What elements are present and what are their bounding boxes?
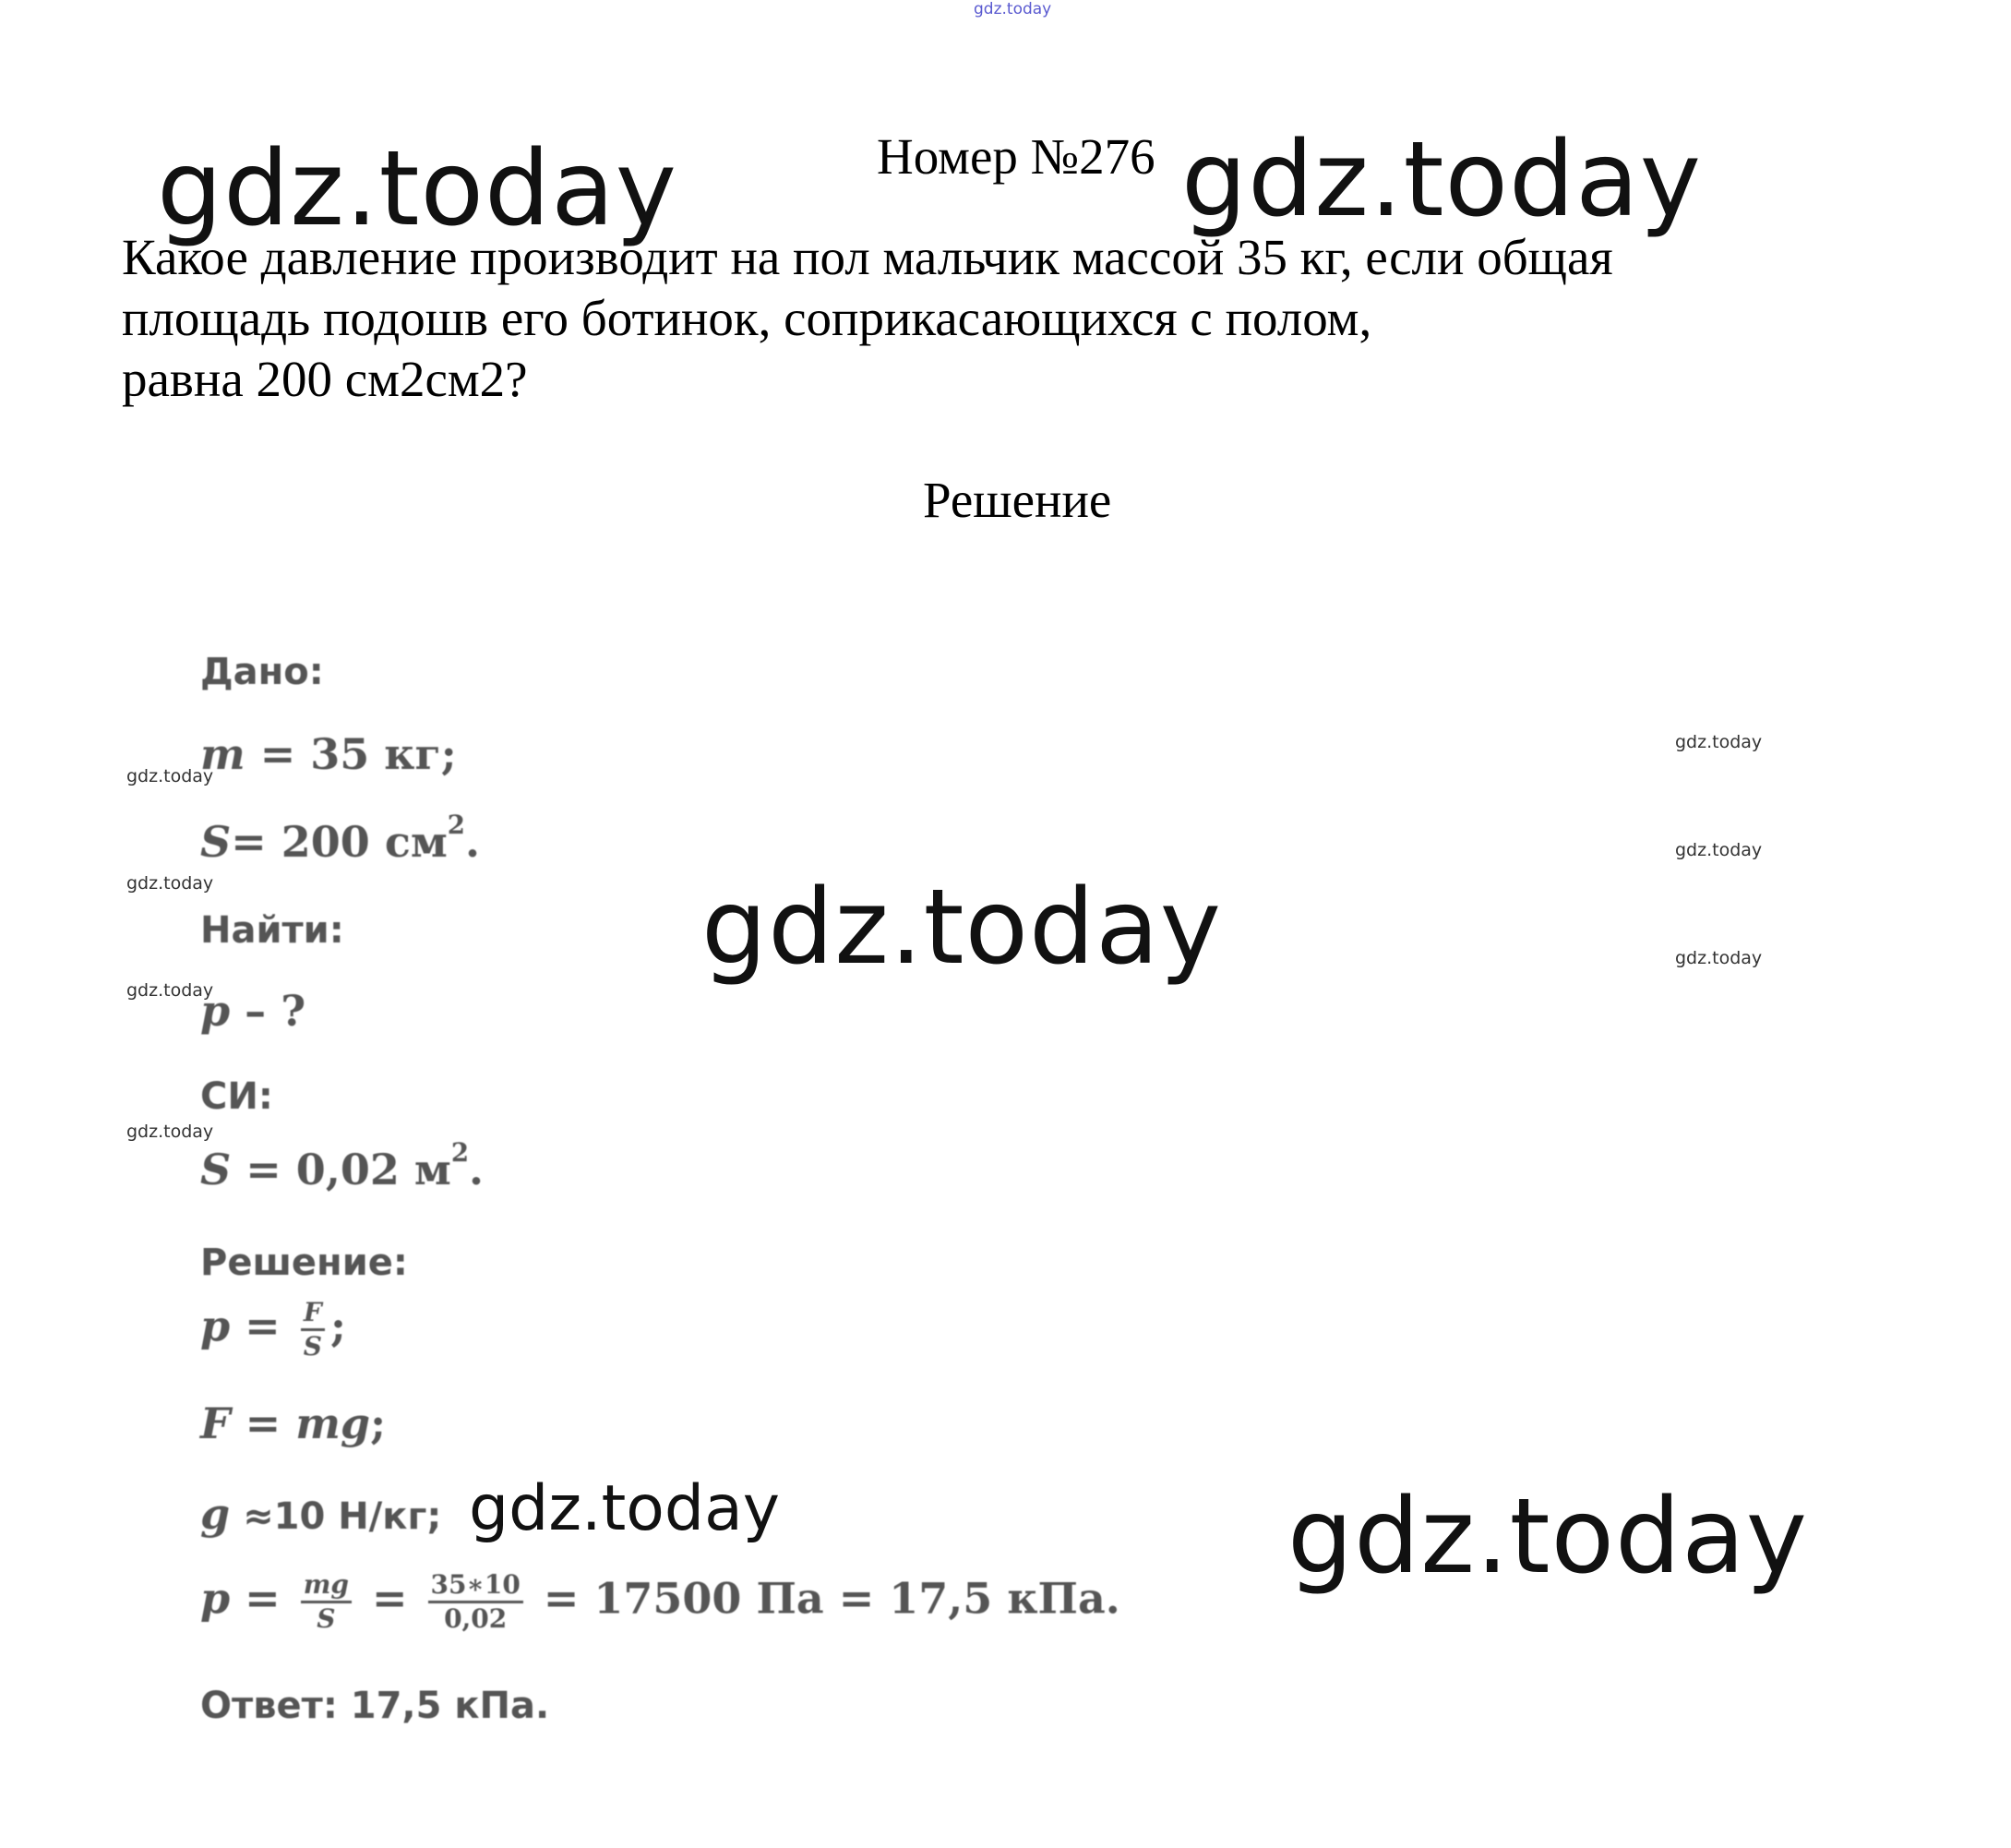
find-label: Найти: bbox=[200, 909, 344, 952]
numerator: mg bbox=[301, 1569, 352, 1603]
watermark-small: gdz.today bbox=[1675, 840, 1763, 860]
watermark-small: gdz.today bbox=[1675, 732, 1763, 752]
problem-line: равна 200 см2см2? bbox=[122, 351, 528, 407]
denominator: 0,02 bbox=[444, 1603, 508, 1634]
si-label: СИ: bbox=[200, 1075, 273, 1118]
area-exponent: 2 bbox=[447, 810, 465, 841]
formula2-right: mg bbox=[295, 1398, 371, 1448]
si-end: . bbox=[469, 1145, 485, 1194]
formula2-eq: = bbox=[230, 1398, 296, 1448]
numerator: 35∗10 bbox=[428, 1569, 523, 1603]
fraction bbox=[301, 1297, 325, 1362]
var-s: S bbox=[200, 817, 232, 867]
given-label: Дано: bbox=[200, 651, 324, 693]
formula2-left: F bbox=[200, 1398, 231, 1448]
var-p: p bbox=[200, 986, 231, 1036]
watermark: gdz.today bbox=[701, 868, 1223, 988]
given-mass bbox=[200, 729, 457, 779]
si-rest: = 0,02 м bbox=[231, 1145, 451, 1194]
g-value: ≈10 Н/кг; bbox=[230, 1495, 442, 1538]
formula-force bbox=[200, 1398, 386, 1448]
area-value: = 200 см bbox=[231, 817, 448, 867]
area-end: . bbox=[465, 817, 481, 867]
watermark: gdz.today bbox=[1181, 120, 1703, 240]
formula1-end: ; bbox=[329, 1301, 346, 1351]
watermark-small: gdz.today bbox=[126, 980, 214, 1001]
fraction bbox=[428, 1569, 523, 1635]
formula-result bbox=[200, 1569, 1120, 1635]
page-title: Номер №276 bbox=[877, 128, 1155, 185]
numerator: F bbox=[301, 1297, 325, 1331]
var-g: g bbox=[200, 1489, 231, 1539]
watermark-small: gdz.today bbox=[126, 873, 214, 894]
given-area bbox=[200, 810, 481, 867]
answer: Ответ: 17,5 кПа. bbox=[200, 1685, 550, 1727]
formula2-end: ; bbox=[370, 1398, 387, 1448]
formula4-eq: = bbox=[356, 1573, 423, 1624]
si-exponent: 2 bbox=[450, 1137, 470, 1169]
denominator: S bbox=[317, 1603, 336, 1634]
watermark: gdz.today bbox=[157, 129, 678, 249]
formula1-left: p = bbox=[200, 1301, 295, 1351]
find-value bbox=[200, 986, 305, 1036]
fraction bbox=[301, 1569, 352, 1635]
watermark-small: gdz.today bbox=[1675, 948, 1763, 968]
top-watermark: gdz.today bbox=[974, 0, 1052, 18]
watermark-small: gdz.today bbox=[126, 766, 214, 786]
problem-line: площадь подошв его ботинок, соприкасающихся с полом, bbox=[122, 290, 1372, 346]
formula-pressure bbox=[200, 1297, 346, 1362]
var-m: m bbox=[200, 729, 245, 779]
find-rest: – ? bbox=[230, 986, 306, 1036]
si-value bbox=[200, 1137, 485, 1194]
var-s: S bbox=[200, 1145, 232, 1194]
formula4-tail: = 17500 Па = 17,5 кПа. bbox=[528, 1573, 1120, 1624]
watermark-small: gdz.today bbox=[126, 1122, 214, 1142]
formula4-left: p = bbox=[200, 1573, 295, 1624]
mass-value: = 35 кг; bbox=[245, 729, 457, 779]
problem-statement bbox=[122, 227, 1921, 410]
problem-line: Какое давление производит на пол мальчик массой 35 кг, если общая bbox=[122, 229, 1613, 285]
watermark: gdz.today bbox=[1287, 1477, 1809, 1597]
watermark: gdz.today bbox=[469, 1472, 780, 1545]
solution-label: Решение: bbox=[200, 1242, 408, 1284]
denominator: S bbox=[303, 1331, 322, 1362]
formula-g bbox=[200, 1489, 441, 1539]
solution-heading: Решение bbox=[923, 472, 1112, 528]
